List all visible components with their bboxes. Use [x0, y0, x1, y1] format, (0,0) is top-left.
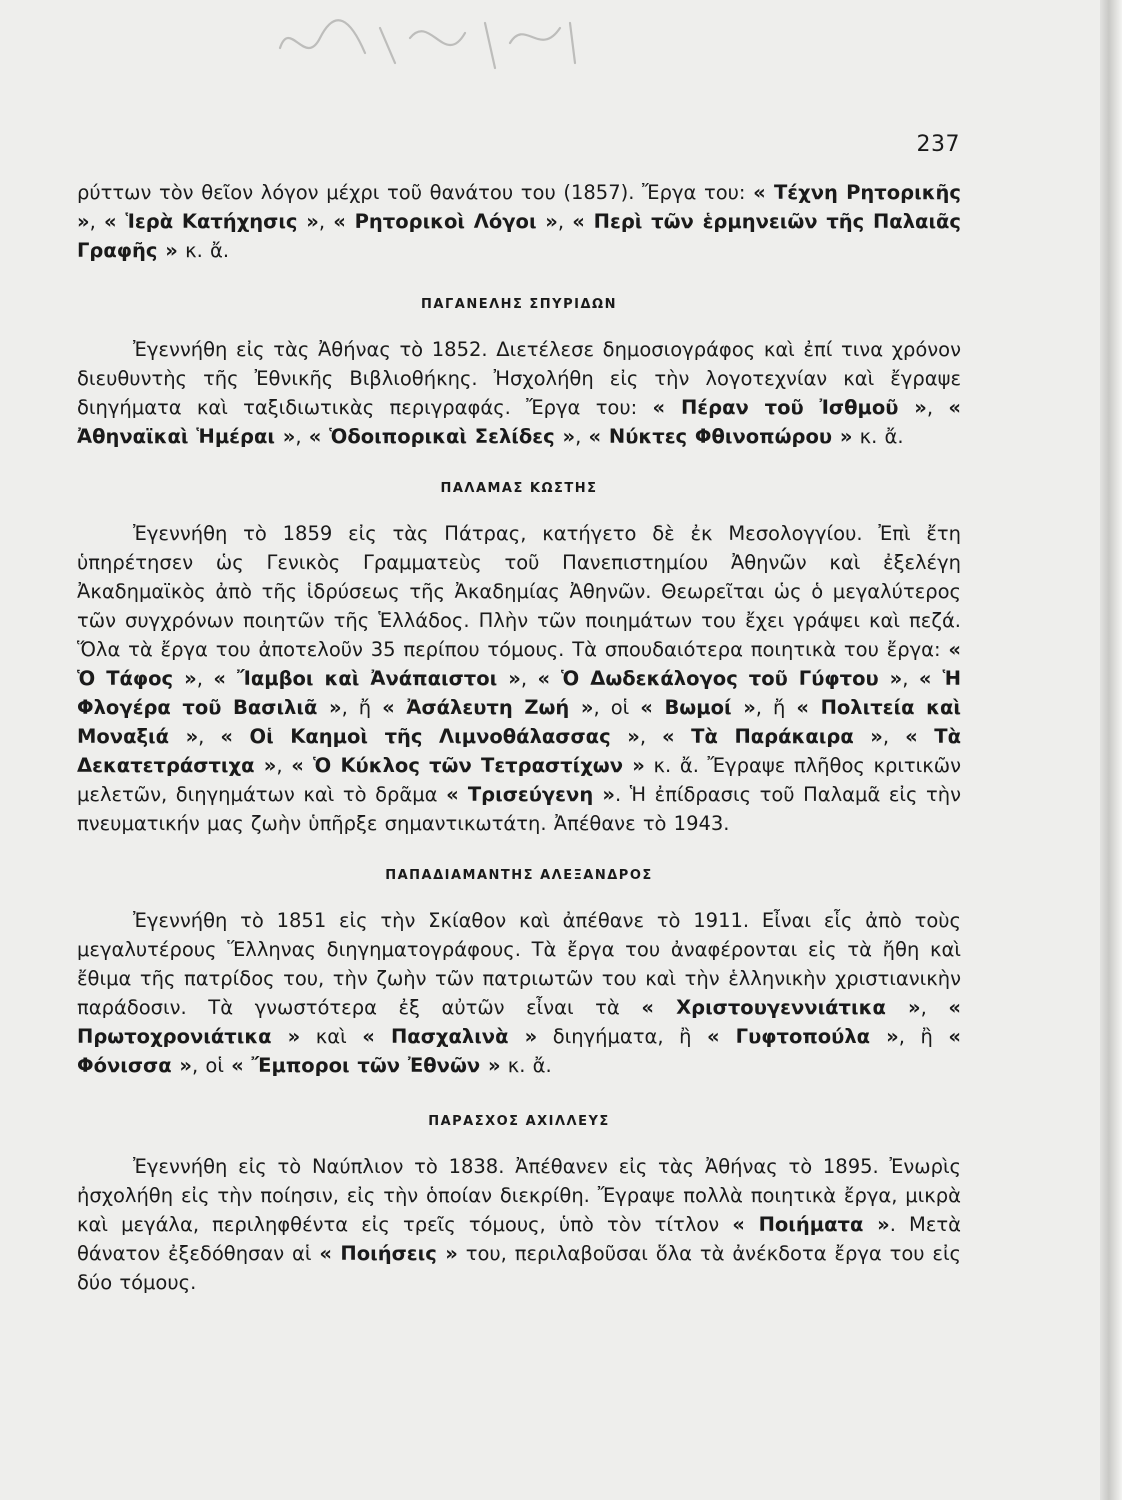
work-title: « Πολιτεία καὶ Μοναξιά » [77, 696, 961, 748]
work-title: « Ὁδοιπορικαὶ Σελίδες » [308, 425, 576, 448]
work-title: « Ρητορικοὶ Λόγοι » [333, 210, 558, 233]
work-title: « Ὁ Τάφος » [77, 638, 961, 690]
work-title: « Νύκτες Φθινοπώρου » [588, 425, 853, 448]
work-title: « Ἱερὰ Κατήχησις » [103, 210, 319, 233]
handwritten-annotation [270, 8, 600, 78]
work-title: « Ἀθηναϊκαὶ Ἡμέραι » [77, 396, 961, 448]
work-title: « Ἡ Φλογέρα τοῦ Βασιλιᾶ » [77, 667, 962, 719]
work-title: « Τὰ Παράκαιρα » [662, 725, 883, 748]
work-title: « Ἀσάλευτη Ζωή » [382, 696, 594, 719]
work-title: « Ποιήσεις » [319, 1242, 458, 1265]
work-title: « Πρωτοχρονιάτικα » [77, 996, 961, 1048]
work-title: « Χριστουγεννιάτικα » [641, 996, 921, 1019]
work-title: « Οἱ Καημοὶ τῆς Λιμνοθάλασσας » [220, 725, 640, 748]
page-number: 237 [916, 132, 960, 157]
work-title: « Ἴαμβοι καὶ Ἀνάπαιστοι » [213, 667, 521, 690]
work-title: « Τὰ Δεκατετράστιχα » [77, 725, 961, 777]
work-title: « Πέραν τοῦ Ἰσθμοῦ » [652, 396, 927, 419]
work-title: « Ὁ Δωδεκάλογος τοῦ Γύφτου » [537, 667, 903, 690]
work-title: « Βωμοί » [640, 696, 756, 719]
intro-paragraph: ρύττων τὸν θεῖον λόγον μέχρι τοῦ θανάτου του (1857). Ἔργα του: « Τέχνη Ρητορικῆς », « Ἱερὰ Κατήχησις », « Ρητορικοὶ Λόγοι », « Περὶ τῶν ἑρμηνειῶν τῆς Παλαιᾶς Γραφῆς » κ. ἄ. [77, 181, 961, 262]
section-heading-paganelis: ΠΑΓΑΝΕΛΗΣ ΣΠΥΡΙΔΩΝ [421, 297, 617, 312]
work-title: « Ἔμποροι τῶν Ἐθνῶν » [231, 1054, 501, 1077]
work-title: « Τέχνη Ρητορικῆς » [77, 181, 961, 233]
work-title: « Φόνισσα » [77, 1025, 961, 1077]
page-edge [1100, 0, 1122, 1500]
page-body [77, 178, 961, 1297]
section-heading-papadiamantis: ΠΑΠΑΔΙΑΜΑΝΤΗΣ ΑΛΕΞΑΝΔΡΟΣ [385, 868, 653, 883]
work-title: « Γυφτοπούλα » [706, 1025, 899, 1048]
section-paragraph-papadiamantis: Ἐγεννήθη τὸ 1851 εἰς τὴν Σκίαθον καὶ ἀπέθανε τὸ 1911. Εἶναι εἷς ἀπὸ τοὺς μεγαλυτέρους Ἕλληνας διηγηματογράφους. Τὰ ἔργα του ἀναφέρονται εἰς τὰ ἤθη καὶ ἔθιμα τῆς πατρίδος του, τὴν ζωὴν τῶν πατριωτῶν του καὶ τὴν ἑλληνικὴν χριστιανικὴν παράδοσιν. Τὰ γνωστότερα ἐξ αὐτῶν εἶναι τὰ « Χριστουγεννιάτικα », « Πρωτοχρονιάτικα » καὶ « Πασχαλινὰ » διηγήματα, ἢ « Γυφτοπούλα », ἢ « Φόνισσα », οἱ « Ἔμποροι τῶν Ἐθνῶν » κ. ἄ. [77, 909, 961, 1077]
work-title: « Περὶ τῶν ἑρμηνειῶν τῆς Παλαιᾶς Γραφῆς » [77, 210, 961, 262]
work-title: « Πασχαλινὰ » [362, 1025, 538, 1048]
section-heading-palamas: ΠΑΛΑΜΑΣ ΚΩΣΤΗΣ [440, 481, 598, 496]
section-paragraph-paraschos: Ἐγεννήθη εἰς τὸ Ναύπλιον τὸ 1838. Ἀπέθανεν εἰς τὰς Ἀθήνας τὸ 1895. Ἐνωρὶς ἠσχολήθη εἰς τὴν ποίησιν, εἰς τὴν ὁποίαν διεκρίθη. Ἔγραψε πολλὰ ποιητικὰ ἔργα, μικρὰ καὶ μεγάλα, περιληφθέντα εἰς τρεῖς τόμους, ὑπὸ τὸν τίτλον « Ποιήματα ». Μετὰ θάνατον ἐξεδόθησαν αἱ « Ποιήσεις » του, περιλαβοῦσαι ὅλα τὰ ἀνέκδοτα ἔργα του εἰς δύο τόμους. [77, 1155, 961, 1294]
work-title: « Ποιήματα » [732, 1213, 890, 1236]
section-paragraph-paganelis: Ἐγεννήθη εἰς τὰς Ἀθήνας τὸ 1852. Διετέλεσε δημοσιογράφος καὶ ἐπί τινα χρόνον διευθυντὴς τῆς Ἐθνικῆς Βιβλιοθήκης. Ἠσχολήθη εἰς τὴν λογοτεχνίαν καὶ ἔγραψε διηγήματα καὶ ταξιδιωτικὰς περιγραφάς. Ἔργα του: « Πέραν τοῦ Ἰσθμοῦ », « Ἀθηναϊκαὶ Ἡμέραι », « Ὁδοιπορικαὶ Σελίδες », « Νύκτες Φθινοπώρου » κ. ἄ. [77, 338, 961, 448]
work-title: « Τρισεύγενη » [446, 783, 615, 806]
work-title: « Ὁ Κύκλος τῶν Τετραστίχων » [291, 754, 645, 777]
section-paragraph-palamas: Ἐγεννήθη τὸ 1859 εἰς τὰς Πάτρας, κατήγετο δὲ ἐκ Μεσολογγίου. Ἐπὶ ἔτη ὑπηρέτησεν ὡς Γενικὸς Γραμματεὺς τοῦ Πανεπιστημίου Ἀθηνῶν καὶ ἐξελέγη Ἀκαδημαϊκὸς ἀπὸ τῆς ἱδρύσεως τῆς Ἀκαδημίας Ἀθηνῶν. Θεωρεῖται ὡς ὁ μεγαλύτερος τῶν συγχρόνων ποιητῶν τῆς Ἑλλάδος. Πλὴν τῶν ποιημάτων του ἔχει γράψει καὶ πεζά. Ὅλα τὰ ἔργα του ἀποτελοῦν 35 περίπου τόμους. Τὰ σπουδαιότερα ποιητικὰ του ἔργα: « Ὁ Τάφος », « Ἴαμβοι καὶ Ἀνάπαιστοι », « Ὁ Δωδεκάλογος τοῦ Γύφτου », « Ἡ Φλογέρα τοῦ Βασιλιᾶ », ἤ « Ἀσάλευτη Ζωή », οἱ « Βωμοί », ἤ « Πολιτεία καὶ Μοναξιά », « Οἱ Καημοὶ τῆς Λιμνοθάλασσας », « Τὰ Παράκαιρα », « Τὰ Δεκατετράστιχα », « Ὁ Κύκλος τῶν Τετραστίχων » κ. ἄ. Ἔγραψε πλῆθος κριτικῶν μελετῶν, διηγημάτων καὶ τὸ δρᾶμα « Τρισεύγενη ». Ἡ ἐπίδρασις τοῦ Παλαμᾶ εἰς τὴν πνευματικήν μας ζωὴν ὑπῆρξε σημαντικωτάτη. Ἀπέθανε τὸ 1943. [77, 522, 962, 835]
section-heading-paraschos: ΠΑΡΑΣΧΟΣ ΑΧΙΛΛΕΥΣ [428, 1114, 610, 1129]
